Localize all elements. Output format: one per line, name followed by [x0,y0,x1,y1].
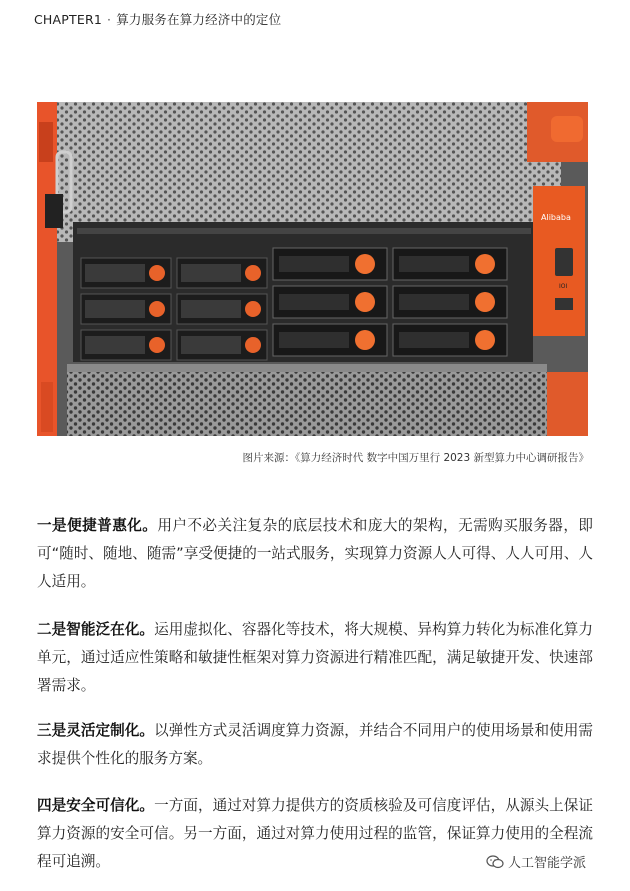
paragraph-lead: 三是灵活定制化。 [37,722,155,739]
figure-caption: 图片来源：《算力经济时代 数字中国万里行 2023 新型算力中心调研报告》 [242,452,589,464]
server-rack-illustration [37,102,588,436]
drive-bay [177,294,267,324]
paragraph-intelligence [37,616,593,700]
drive-bay [81,294,171,324]
chapter-title: 算力服务在算力经济中的定位 [116,12,282,27]
wechat-icon [486,855,504,869]
drive-bay [81,258,171,288]
drive-bay [393,324,507,356]
watermark [486,852,586,871]
paragraph-body: 用户不必关注复杂的底层技术和庞大的架构，无需购买服务器，即可“随时、随地、随需”享受便捷的一站式服务，实现算力资源人人可得、人人可用、人人适用。 [37,517,593,590]
drive-bay [273,286,387,318]
port-label: IOI [559,283,568,290]
drive-bay [273,324,387,356]
header-separator: · [107,12,112,27]
paragraph-body: 一方面，通过对算力提供方的资质核验及可信度评估，从源头上保证算力资源的安全可信。另一方面，通过对算力使用过程的监管，保证算力使用的全程流程可追溯。 [37,797,593,870]
paragraph-lead: 二是智能泛在化。 [37,621,155,638]
paragraph-lead: 一是便捷普惠化。 [37,517,158,534]
drive-bay [393,286,507,318]
drive-bay [81,330,171,360]
drive-bay [177,330,267,360]
brand-label: Alibaba [541,213,571,222]
paragraph-body: 以弹性方式灵活调度算力资源，并结合不同用户的使用场景和使用需求提供个性化的服务方案。 [37,722,593,767]
drive-bay [273,248,387,280]
drive-bay [393,248,507,280]
chapter-label: CHAPTER1 [34,12,102,27]
paragraph-body: 运用虚拟化、容器化等技术，将大规模、异构算力转化为标准化算力单元，通过适应性策略和敏捷性框架对算力资源进行精准匹配，满足敏捷开发、快速部署需求。 [37,621,593,694]
drive-bay [177,258,267,288]
paragraph-lead: 四是安全可信化。 [37,797,155,814]
server-rack-photo [37,102,588,436]
running-header [34,10,281,28]
paragraph-convenience [37,512,593,596]
paragraph-customization [37,717,593,773]
watermark-text: 人工智能学派 [508,856,587,871]
